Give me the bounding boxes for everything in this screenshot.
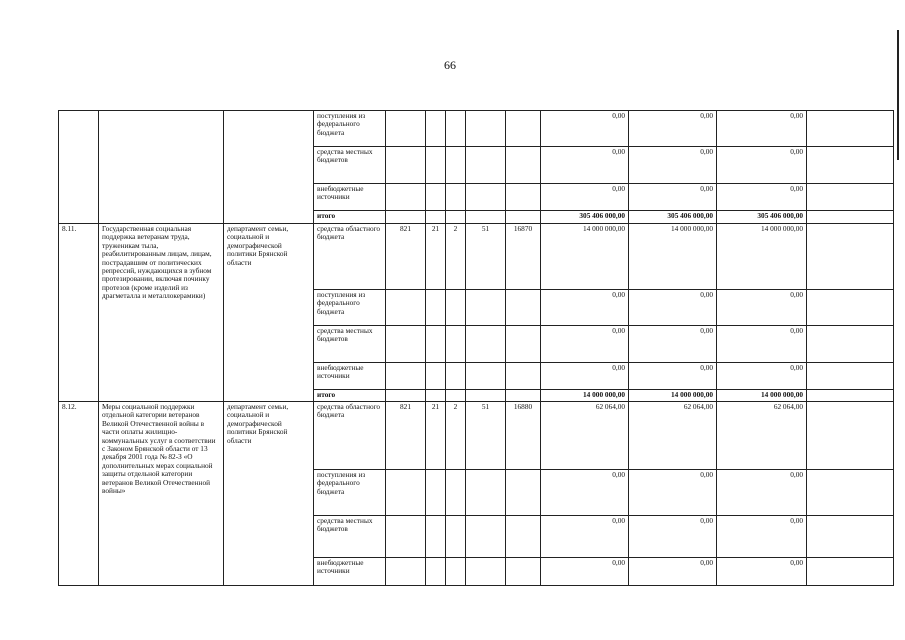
- value-cell: 0,00: [541, 326, 629, 363]
- source-cell: внебюджетные источники: [314, 363, 386, 390]
- name-cell: Государственная социальная поддержка ветеранам труда, труженикам тыла, реабилитированным лицам, лицам, пострадавшим от политических репрессий, нуждающихся в зубном протезировании, включая починку протезов (кроме изделий из драгметалла и металлокерамики): [99, 224, 224, 402]
- value-cell: 14 000 000,00: [717, 224, 807, 290]
- value-cell: 0,00: [629, 558, 717, 586]
- page-number: 66: [444, 58, 456, 72]
- value-cell: 0,00: [541, 516, 629, 558]
- value-cell: 62 064,00: [541, 402, 629, 470]
- source-cell: внебюджетные источники: [314, 184, 386, 211]
- value-cell: 14 000 000,00: [541, 224, 629, 290]
- source-cell: средства областного бюджета: [314, 224, 386, 290]
- code-cell: 16870: [506, 224, 541, 290]
- value-cell: 0,00: [629, 470, 717, 516]
- source-cell: поступления из федерального бюджета: [314, 111, 386, 147]
- value-cell: 0,00: [541, 184, 629, 211]
- value-cell: 0,00: [717, 558, 807, 586]
- value-cell: 0,00: [541, 290, 629, 326]
- name-cell: [99, 111, 224, 224]
- number-cell: [59, 111, 99, 224]
- source-cell: итого: [314, 390, 386, 402]
- code-cell: 51: [466, 402, 506, 470]
- source-cell: средства областного бюджета: [314, 402, 386, 470]
- value-cell: 62 064,00: [717, 402, 807, 470]
- number-cell: 8.11.: [59, 224, 99, 402]
- value-cell: 0,00: [717, 290, 807, 326]
- value-cell: 0,00: [541, 111, 629, 147]
- value-cell: 0,00: [541, 363, 629, 390]
- code-cell: 21: [426, 402, 446, 470]
- code-cell: 21: [426, 224, 446, 290]
- value-cell: 0,00: [629, 111, 717, 147]
- value-cell: 0,00: [717, 184, 807, 211]
- value-cell: 0,00: [629, 290, 717, 326]
- code-cell: 821: [386, 402, 426, 470]
- source-cell: средства местных бюджетов: [314, 147, 386, 184]
- value-cell: 14 000 000,00: [541, 390, 629, 402]
- code-cell: 2: [446, 402, 466, 470]
- value-cell: 0,00: [541, 147, 629, 184]
- value-cell: 305 406 000,00: [629, 211, 717, 224]
- value-cell: 0,00: [717, 111, 807, 147]
- value-cell: 0,00: [629, 326, 717, 363]
- value-cell: 62 064,00: [629, 402, 717, 470]
- value-cell: 0,00: [717, 363, 807, 390]
- value-cell: 0,00: [717, 147, 807, 184]
- source-cell: средства местных бюджетов: [314, 326, 386, 363]
- source-cell: итого: [314, 211, 386, 224]
- value-cell: 305 406 000,00: [717, 211, 807, 224]
- code-cell: 2: [446, 224, 466, 290]
- executor-cell: департамент семьи, социальной и демографической политики Брянской области: [224, 224, 314, 402]
- value-cell: 0,00: [629, 184, 717, 211]
- code-cell: 16880: [506, 402, 541, 470]
- table-row: [59, 111, 894, 147]
- value-cell: 0,00: [717, 470, 807, 516]
- value-cell: 0,00: [541, 558, 629, 586]
- table-row: [59, 402, 894, 470]
- executor-cell: департамент семьи, социальной и демографической политики Брянской области: [224, 402, 314, 586]
- value-cell: 14 000 000,00: [717, 390, 807, 402]
- value-cell: 0,00: [717, 326, 807, 363]
- name-cell: Меры социальной поддержки отдельной категории ветеранов Великой Отечественной войны в части оплаты жилищно-коммунальных услуг в соответствии с Законом Брянской области от 13 декабря 2001 года № 82-З «О дополнительных мерах социальной защиты отдельной категории ветеранов Великой Отечественной войны»: [99, 402, 224, 586]
- code-cell: 821: [386, 224, 426, 290]
- executor-cell: [224, 111, 314, 224]
- scan-edge-mark: [897, 30, 899, 160]
- table-row: [59, 224, 894, 290]
- source-cell: внебюджетные источники: [314, 558, 386, 586]
- source-cell: поступления из федерального бюджета: [314, 470, 386, 516]
- value-cell: 305 406 000,00: [541, 211, 629, 224]
- budget-table: [58, 110, 894, 586]
- value-cell: 0,00: [629, 363, 717, 390]
- value-cell: 14 000 000,00: [629, 390, 717, 402]
- number-cell: 8.12.: [59, 402, 99, 586]
- value-cell: 0,00: [629, 147, 717, 184]
- value-cell: 0,00: [629, 516, 717, 558]
- source-cell: поступления из федерального бюджета: [314, 290, 386, 326]
- code-cell: 51: [466, 224, 506, 290]
- value-cell: 0,00: [541, 470, 629, 516]
- source-cell: средства местных бюджетов: [314, 516, 386, 558]
- value-cell: 0,00: [717, 516, 807, 558]
- value-cell: 14 000 000,00: [629, 224, 717, 290]
